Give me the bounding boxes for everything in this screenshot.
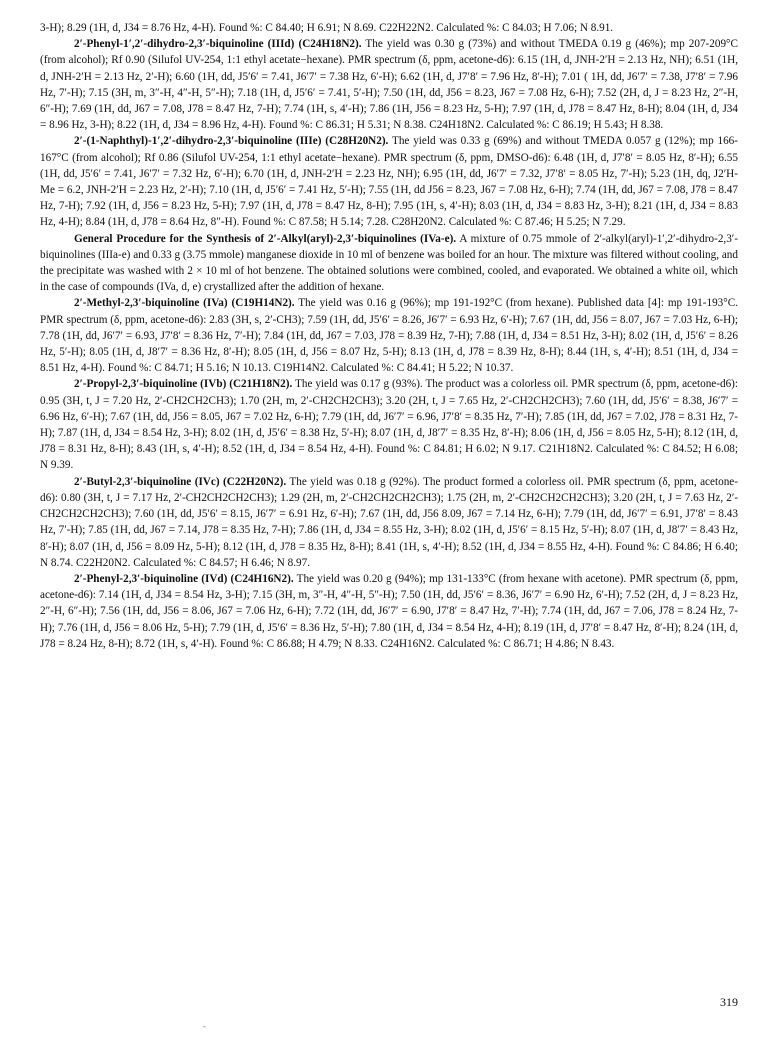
section-title: General Procedure for the Synthesis of 2′-Alkyl(aryl)-2,3′-biquinolines (IVa-e). (74, 232, 457, 245)
compound-title: 2′-Methyl-2,3′-biquinoline (IVa) (C19H14N2). (74, 297, 295, 310)
paragraph-text: The yield was 0.18 g (92%). The product formed a colorless oil. PMR spectrum (δ, ppm, acetone-d6): 0.80 (3H, t, J = 7.17 Hz, 2′-CH2CH2CH2CH3); 1.29 (2H, m, 2′-CH2CH2CH2CH3); 1.75 (2H, m, 2′-CH2CH2CH2CH3); 3.20 (2H, t, J = 7.63 Hz, 2′-CH2CH2CH2CH3); 7.60 (1H, dd, J5′6′ = 8.15, J6′7′ = 6.91 Hz, 6′-H); 7.67 (1H, dd, J56 8.09, J67 = 7.14 Hz, 6-H); 7.79 (1H, dd, J6′7′ = 6.91, J7′8′ = 8.43 Hz, 7′-H); 7.85 (1H, dd, J67 = 7.14, J78 = 8.35 Hz, 7-H); 7.86 (1H, d, J34 = 8.55 Hz, 3-H); 8.02 (1H, d, J5′6′ = 8.15 Hz, 5′-H); 8.07 (1H, d, J8′7′ = 8.43 Hz, 8′-H); 8.07 (1H, d, J56 = 8.09 Hz, 5-H); 8.12 (1H, d, J78 = 8.35 Hz, 8-H); 8.41 (1H, s, 4′-H); 8.52 (1H, d, J34 = 8.55 Hz, 4-H). Found %: C 84.86; H 6.40; N 8.74. C22H20N2. Calculated %: C 84.57; H 6.46; N 8.97. (40, 475, 738, 569)
compound-title: 2′-Phenyl-2,3′-biquinoline (IVd) (C24H16N2). (74, 572, 294, 585)
paragraph-text: The yield was 0.33 g (69%) and without TMEDA 0.057 g (12%); mp 166-167°C (from alcohol); Rf 0.86 (Silufol UV-254, 1:1 ethyl acetate−hexane). PMR spectrum (δ, ppm, DMSO-d6): 6.48 (1H, d, J7′8′ = 8.05 Hz, 8′-H); 6.55 (1H, dd, J5′6′ = 7.41, J6′7′ = 7.32 Hz, 6′-H); 6.70 (1H, d, JNH-2′H = 2.23 Hz, NH); 6.95 (1H, dd, J6′7′ = 7.32, J7′8′ = 8.05 Hz, 7′-H); 5.23 (1H, dq, J2′H-Me = 6.2, JNH-2′H = 2.23 Hz, 2′-H); 7.10 (1H, d, J5′6′ = 7.41 Hz, 5′-H); 7.55 (1H, dd J56 = 8.23, J67 = 7.08 Hz, 6-H); 7.74 (1H, dd, J67 = 7.08, J78 = 8.47 Hz, 7-H); 7.92 (1H, d, J56 = 8.23 Hz, 5-H); 7.97 (1H, d, J78 = 8.47 Hz, 8-H); 7.95 (1H, s, 4′-H); 8.03 (1H, d, J34 = 8.83 Hz, 3-H); 8.21 (1H, d, J34 = 8.83 Hz, 4-H); 8.84 (1H, d, J78 = 8.64 Hz, 8″-H). Found %: C 87.58; H 5.14; 7.28. C28H20N2. Calculated %: C 87.46; H 5.25; N 7.29. (40, 135, 738, 229)
paragraph-text: The yield was 0.30 g (73%) and without TMEDA 0.19 g (46%); mp 207-209°C (from alcohol); Rf 0.90 (Silufol UV-254, 1:1 ethyl acetate−hexane). PMR spectrum (δ, ppm, acetone-d6): 6.15 (1H, d, JNH-2′H = 2.13 Hz, NH); 6.51 (1H, d, JNH-2′H = 2.13 Hz, 2′-H); 6.60 (1H, dd, J5′6′ = 7.41, J6′7′ = 7.38 Hz, 6′-H); 6.62 (1H, d, J7′8′ = 7.96 Hz, 8′-H); 7.01 ( 1H, dd, J6′7′ = 7.38, J7′8′ = 7.96 Hz, 7′-H); 7.15 (3H, m, 3″-H, 4″-H, 5″-H); 7.18 (1H, d, J5′6′ = 7.41, 5′-H); 7.50 (1H, dd, J56 = 8.23, J67 = 7.08 Hz, 6-H); 7.52 (2H, d, J = 8.23 Hz, 2″-H, 6″-H); 7.69 (1H, dd, J67 = 7.08, J78 = 8.47 Hz, 7-H); 7.74 (1H, s, 4′-H); 7.86 (1H, J56 = 8.23 Hz, 5-H); 7.97 (1H, d, J78 = 8.47 Hz, 8-H); 8.04 (1H, d, J34 = 8.96 Hz, 3-H); 8.22 (1H, d, J34 = 8.96 Hz, 4-H). Found %: C 86.31; H 5.31; N 8.38. C24H18N2. Calculated %: C 86.19; H 5.43; H 8.38. (40, 38, 738, 132)
page-body (40, 20, 738, 652)
paragraph-text: 3-H); 8.29 (1H, d, J34 = 8.76 Hz, 4-H). Found %: C 84.40; H 6.91; N 8.69. C22H22N2. Calculated %: C 84.03; H 7.06; N 8.91. (40, 22, 614, 34)
compound-title: 2′-(1-Naphthyl)-1′,2′-dihydro-2,3′-biquinoline (IIIe) (C28H20N2). (74, 135, 389, 148)
paragraph-compound-IVd (40, 571, 738, 652)
paragraph-general-procedure (40, 231, 738, 296)
page-number: 319 (720, 995, 738, 1009)
paragraph-text: The yield was 0.17 g (93%). The product was a colorless oil. PMR spectrum (δ, ppm, acetone-d6): 0.95 (3H, t, J = 7.20 Hz, 2′-CH2CH2CH3); 1.70 (2H, m, 2′-CH2CH2CH3); 3.20 (2H, t, J = 7.65 Hz, 2′-CH2CH2CH3); 7.60 (1H, dd, J5′6′ = 8.38, J6′7′ = 6.96 Hz, 6′-H); 7.67 (1H, dd, J56 = 8.05, J67 = 7.02 Hz, 6-H); 7.79 (1H, dd, J6′7′ = 6.96, J7′8′ = 8.35 Hz, 7′-H); 7.85 (1H, dd, J67 = 7.02, J78 = 8.31 Hz, 7-H); 7.87 (1H, d, J34 = 8.54 Hz, 3-H); 8.02 (1H, d, J5′6′ = 8.38 Hz, 5′-H); 8.07 (1H, d, J8′7′ = 8.35 Hz, 8′-H); 8.06 (1H, d, J56 = 8.05 Hz, 5-H); 8.12 (1H, d, J78 = 8.31 Hz, 8-H); 8.43 (1H, s, 4′-H); 8.52 (1H, d, J34 = 8.54 Hz, 4-H). Found %: C 84.81; H 6.02; N 9.17. C21H18N2. Calculated %: C 84.52; H 6.08; N 9.39. (40, 378, 738, 472)
footer-mark: - (203, 1021, 206, 1031)
paragraph-text: The yield was 0.16 g (96%); mp 191-192°C (from hexane). Published data [4]: mp 191-193°C. PMR spectrum (δ, ppm, acetone-d6): 2.83 (3H, s, 2′-CH3); 7.59 (1H, dd, J5′6′ = 8.26, J6′7′ = 6.93 Hz, 6′-H); 7.67 (1H, dd, J56 = 8.07, J67 = 7.03 Hz, 6-H); 7.78 (1H, dd, J6′7′ = 6.93, J7′8′ = 8.36 Hz, 7′-H); 7.84 (1H, dd, J67 = 7.03, J78 = 8.39 Hz, 7-H); 7.88 (1H, d, J34 = 8.51 Hz, 3-H); 8.02 (1H, d, J5′6′ = 8.26 Hz, 5′-H); 8.05 (1H, d, J8′7′ = 8.36 Hz, 8′-H); 8.05 (1H, d, J56 = 8.07 Hz, 5-H); 8.13 (1H, d, J78 = 8.39 Hz, 8-H); 8.44 (1H, s, 4′-H); 8.51 (1H, d, J34 = 8.51 Hz, 4-H). Found %: C 84.71; H 5.16; N 10.13. C19H14N2. Calculated %: C 84.41; H 5.22; N 10.37. (40, 297, 738, 375)
compound-title: 2′-Propyl-2,3′-biquinoline (IVb) (C21H18N2). (74, 378, 293, 391)
paragraph-continuation (40, 20, 738, 36)
paragraph-compound-IVc (40, 474, 738, 571)
paragraph-text: The yield was 0.20 g (94%); mp 131-133°C (from hexane with acetone). PMR spectrum (δ, ppm, acetone-d6): 7.14 (1H, d, J34 = 8.54 Hz, 3-H); 7.15 (3H, m, 3″-H, 4″-H, 5″-H); 7.50 (1H, dd, J5′6′ = 8.36, J6′7′ = 6.90 Hz, 6′-H); 7.52 (2H, d, J = 8.23 Hz, 2″-H, 6″-H); 7.56 (1H, dd, J56 = 8.06, J67 = 7.06 Hz, 6-H); 7.72 (1H, dd, J6′7′ = 6.90, J7′8′ = 8.47 Hz, 7′-H); 7.74 (1H, dd, J67 = 7.06, J78 = 8.24 Hz, 7-H); 7.76 (1H, d, J56 = 8.06 Hz, 5-H); 7.79 (1H, d, J5′6′ = 8.36 Hz, 5′-H); 7.80 (1H, d, J34 = 8.54 Hz, 4-H); 8.19 (1H, d, J7′8′ = 8.47 Hz, 8′-H); 8.24 (1H, d, J78 = 8.24 Hz, 8-H); 8.72 (1H, s, 4′-H). Found %: C 86.88; H 4.79; N 8.33. C24H16N2. Calculated %: C 86.71; H 4.86; N 8.43. (40, 572, 739, 650)
paragraph-compound-IIId (40, 36, 738, 133)
compound-title: 2′-Butyl-2,3′-biquinoline (IVc) (C22H20N2). (74, 475, 287, 488)
paragraph-compound-IVb (40, 376, 738, 473)
paragraph-compound-IVa (40, 295, 738, 376)
paragraph-text: A mixture of 0.75 mmole of 2′-alkyl(aryl)-1′,2′-dihydro-2,3′-biquinolines (IIIa-e) and 0.33 g (3.75 mmole) manganese dioxide in 10 ml of benzene was boiled for an hour. The mixture was filtered without cooling, and the precipitate was washed with 2 × 10 ml of hot benzene. The obtained solutions were combined, cooled, and evaporated. We obtained a white oil, which in the case of compounds (IVa, d, e) crystallized after the addition of hexane. (40, 232, 738, 294)
paragraph-compound-IIIe (40, 133, 738, 230)
compound-title: 2′-Phenyl-1′,2′-dihydro-2,3′-biquinoline (IIId) (C24H18N2). (74, 38, 362, 51)
